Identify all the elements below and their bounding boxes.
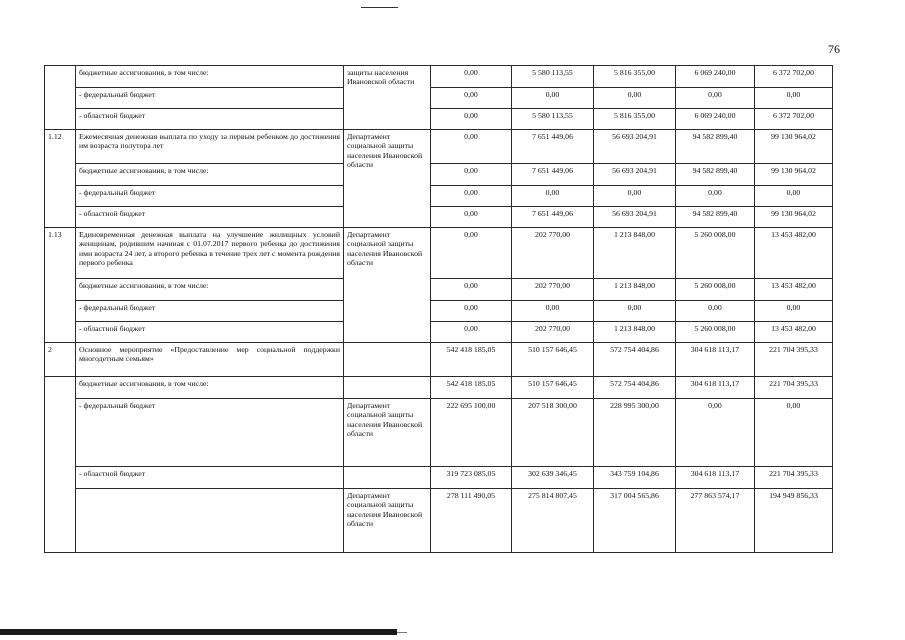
- value-cell: 207 518 300,00: [512, 399, 594, 467]
- row-name: - областной бюджет: [76, 322, 344, 343]
- table-row: [45, 109, 833, 130]
- value-cell: 56 693 204,91: [594, 130, 676, 164]
- value-cell: 202 770,00: [512, 279, 594, 301]
- value-cell: 0,00: [676, 186, 755, 207]
- value-cell: 304 618 113,17: [676, 467, 755, 489]
- value-cell: 1 213 848,00: [594, 279, 676, 301]
- row-name: бюджетные ассигнования, в том числе:: [76, 164, 344, 186]
- value-cell: 0,00: [431, 228, 512, 279]
- row-number: [45, 66, 76, 130]
- value-cell: 5 260 008,00: [676, 279, 755, 301]
- row-number: 1.12: [45, 130, 76, 228]
- value-cell: 572 754 404,86: [594, 343, 676, 377]
- value-cell: 0,00: [431, 109, 512, 130]
- value-cell: 222 695 100,00: [431, 399, 512, 467]
- value-cell: 343 759 104,86: [594, 467, 676, 489]
- table-row: [45, 489, 833, 553]
- value-cell: 0,00: [512, 88, 594, 109]
- value-cell: 6 069 240,00: [676, 109, 755, 130]
- value-cell: 0,00: [431, 322, 512, 343]
- value-cell: 0,00: [755, 186, 833, 207]
- table-row: [45, 164, 833, 186]
- value-cell: 5 260 008,00: [676, 322, 755, 343]
- table-row: [45, 467, 833, 489]
- value-cell: 572 754 404,86: [594, 377, 676, 399]
- value-cell: 304 618 113,17: [676, 377, 755, 399]
- row-number: [45, 377, 76, 553]
- value-cell: 221 704 395,33: [755, 343, 833, 377]
- row-name: бюджетные ассигнования, в том числе:: [76, 377, 344, 399]
- value-cell: 5 816 355,00: [594, 109, 676, 130]
- row-name: - федеральный бюджет: [76, 186, 344, 207]
- value-cell: 0,00: [431, 88, 512, 109]
- row-name: Ежемесячная денежная выплата по уходу за первым ребенком до достижения им возраста полутора лет: [76, 130, 344, 164]
- value-cell: 99 130 964,02: [755, 207, 833, 228]
- value-cell: 99 130 964,02: [755, 130, 833, 164]
- value-cell: 5 260 008,00: [676, 228, 755, 279]
- row-name: бюджетные ассигнования, в том числе:: [76, 279, 344, 301]
- value-cell: 221 704 395,33: [755, 377, 833, 399]
- row-responsible-org: защиты населения Ивановской области: [344, 66, 431, 130]
- value-cell: 304 618 113,17: [676, 343, 755, 377]
- value-cell: 0,00: [431, 164, 512, 186]
- value-cell: 0,00: [594, 88, 676, 109]
- value-cell: 275 814 807,45: [512, 489, 594, 553]
- value-cell: 542 418 185,05: [431, 377, 512, 399]
- value-cell: 202 770,00: [512, 228, 594, 279]
- row-name: - федеральный бюджет: [76, 399, 344, 467]
- budget-table: [44, 65, 833, 553]
- value-cell: 56 693 204,91: [594, 164, 676, 186]
- value-cell: 0,00: [512, 186, 594, 207]
- value-cell: 56 693 204,91: [594, 207, 676, 228]
- table-row: [45, 130, 833, 164]
- value-cell: 94 582 899,40: [676, 164, 755, 186]
- value-cell: 0,00: [676, 399, 755, 467]
- value-cell: 302 639 346,45: [512, 467, 594, 489]
- value-cell: 1 213 848,00: [594, 228, 676, 279]
- row-responsible-org: Департамент социальной защиты населения Ивановской области: [344, 399, 431, 467]
- value-cell: 0,00: [755, 399, 833, 467]
- value-cell: 0,00: [594, 301, 676, 322]
- value-cell: 0,00: [431, 186, 512, 207]
- row-name: - федеральный бюджет: [76, 301, 344, 322]
- table-row: [45, 301, 833, 322]
- value-cell: 0,00: [594, 186, 676, 207]
- table-row: [45, 279, 833, 301]
- table-row: [45, 228, 833, 279]
- value-cell: 1 213 848,00: [594, 322, 676, 343]
- scan-edge-bar: [0, 629, 397, 635]
- value-cell: 7 651 449,06: [512, 130, 594, 164]
- value-cell: 0,00: [755, 88, 833, 109]
- value-cell: 13 453 482,00: [755, 228, 833, 279]
- value-cell: 194 949 856,33: [755, 489, 833, 553]
- value-cell: 542 418 185,05: [431, 343, 512, 377]
- row-responsible-org: [344, 343, 431, 377]
- top-rule: [361, 7, 398, 8]
- value-cell: 94 582 899,40: [676, 130, 755, 164]
- value-cell: 0,00: [512, 301, 594, 322]
- value-cell: 94 582 899,40: [676, 207, 755, 228]
- row-number: 2: [45, 343, 76, 377]
- table-row: [45, 377, 833, 399]
- value-cell: 5 816 355,00: [594, 66, 676, 88]
- value-cell: 202 770,00: [512, 322, 594, 343]
- value-cell: 221 704 395,33: [755, 467, 833, 489]
- row-name: бюджетные ассигнования, в том числе:: [76, 66, 344, 88]
- value-cell: 277 863 574,17: [676, 489, 755, 553]
- row-name: - федеральный бюджет: [76, 88, 344, 109]
- value-cell: 0,00: [431, 66, 512, 88]
- value-cell: 317 004 565,86: [594, 489, 676, 553]
- value-cell: 0,00: [755, 301, 833, 322]
- value-cell: 0,00: [676, 301, 755, 322]
- row-responsible-org: [344, 467, 431, 489]
- value-cell: 7 651 449,06: [512, 207, 594, 228]
- row-name: - областной бюджет: [76, 467, 344, 489]
- table-row: [45, 399, 833, 467]
- row-name: Основное мероприятие «Предоставление мер социальной поддержки многодетным семьям»: [76, 343, 344, 377]
- table-row: [45, 343, 833, 377]
- value-cell: 319 723 085,05: [431, 467, 512, 489]
- value-cell: 99 130 964,02: [755, 164, 833, 186]
- value-cell: 5 580 113,55: [512, 109, 594, 130]
- value-cell: 278 111 490,05: [431, 489, 512, 553]
- table-row: [45, 186, 833, 207]
- value-cell: 0,00: [431, 130, 512, 164]
- value-cell: 510 157 646,45: [512, 343, 594, 377]
- value-cell: 5 580 113,55: [512, 66, 594, 88]
- row-responsible-org: Департамент социальной защиты населения Ивановской области: [344, 228, 431, 343]
- value-cell: 13 453 482,00: [755, 279, 833, 301]
- value-cell: 6 372 702,00: [755, 109, 833, 130]
- value-cell: 510 157 646,45: [512, 377, 594, 399]
- row-name: Единовременная денежная выплата на улучшение жилищных условий женщинам, родившим начиная с 01.07.2017 первого ребенка до достижения ими возраста 24 лет, а второго ребенка в течение трех лет с момента рождения первого ребенка: [76, 228, 344, 279]
- value-cell: 0,00: [676, 88, 755, 109]
- row-name: - областной бюджет: [76, 109, 344, 130]
- table-row: [45, 207, 833, 228]
- row-number: 1.13: [45, 228, 76, 343]
- value-cell: 228 995 300,00: [594, 399, 676, 467]
- page-number: 76: [828, 42, 840, 56]
- row-name: [76, 489, 344, 553]
- value-cell: 13 453 482,00: [755, 322, 833, 343]
- table-row: [45, 88, 833, 109]
- value-cell: 6 069 240,00: [676, 66, 755, 88]
- value-cell: 0,00: [431, 207, 512, 228]
- row-responsible-org: [344, 377, 431, 399]
- value-cell: 7 651 449,06: [512, 164, 594, 186]
- value-cell: 6 372 702,00: [755, 66, 833, 88]
- table-row: [45, 322, 833, 343]
- value-cell: 0,00: [431, 301, 512, 322]
- scan-edge-line: [397, 632, 407, 633]
- table-row: [45, 66, 833, 88]
- row-responsible-org: Департамент социальной защиты населения Ивановской области: [344, 130, 431, 228]
- row-responsible-org: Департамент социальной защиты населения Ивановской области: [344, 489, 431, 553]
- row-name: - областной бюджет: [76, 207, 344, 228]
- value-cell: 0,00: [431, 279, 512, 301]
